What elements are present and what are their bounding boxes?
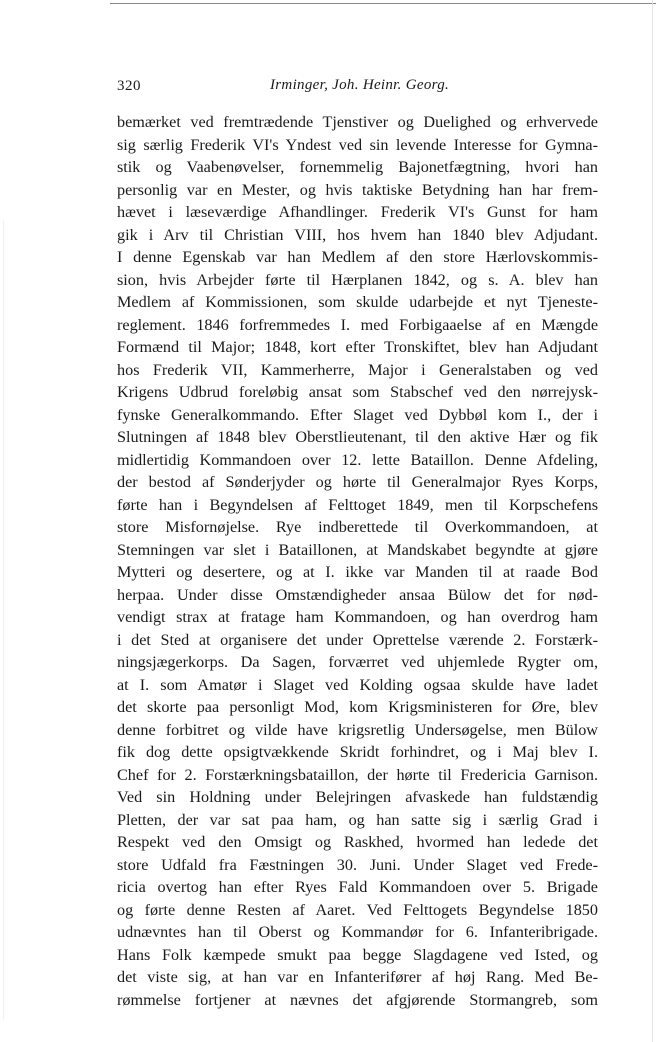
- text-line: fynske Generalkommando. Efter Slaget ved Dybbøl kom I., der i: [117, 405, 598, 424]
- text-line: Slutningen af 1848 blev Oberstlieutenant, til den aktive Hær og fik: [117, 428, 598, 446]
- text-line: store Misfornøjelse. Rye indberettede til Overkommandoen, at: [117, 518, 598, 536]
- text-line: gik i Arv til Christian VIII, hos hvem han 1840 blev Adjudant.: [117, 225, 598, 244]
- text-line: det skorte paa personligt Mod, kom Krigsministeren for Øre, blev: [117, 698, 598, 716]
- text-line: herpaa. Under disse Omstændigheder ansaa Bülow det for nød-: [117, 585, 598, 604]
- text-line: Krigens Udbrud foreløbig ansat som Stabschef ved den nørrejysk-: [117, 383, 598, 401]
- text-line: udnævntes han til Oberst og Kommandør for 6. Infanteribrigade.: [117, 923, 598, 941]
- running-head: Irminger, Joh. Heinr. Georg.: [270, 77, 450, 93]
- text-line: store Udfald fra Fæstningen 30. Juni. Under Slaget ved Frede-: [117, 855, 598, 874]
- text-line: ningsjægerkorps. Da Sagen, forværret ved uhjemlede Rygter om,: [117, 653, 598, 671]
- page-right-edge: [652, 0, 653, 1042]
- text-line: stik og Vaabenøvelser, fornemmelig Bajonetfægtning, hvori han: [117, 158, 598, 176]
- text-line: at I. som Amatør i Slaget ved Kolding ogsaa skulde have ladet: [117, 675, 598, 694]
- text-line: hos Frederik VII, Kammerherre, Major i Generalstaben og ved: [117, 360, 598, 379]
- text-line: der bestod af Sønderjyder og hørte til Generalmajor Ryes Korps,: [117, 473, 598, 491]
- text-line: Mytteri og desertere, og at I. ikke var Manden til at raade Bod: [117, 563, 598, 581]
- text-line: sig særlig Frederik VI's Yndest ved sin levende Interesse for Gymna-: [117, 135, 598, 154]
- text-line: rømmelse fortjener at nævnes det afgjørende Stormangreb, som: [117, 990, 598, 1009]
- text-line: Medlem af Kommissionen, som skulde udarbejde et nyt Tjeneste-: [117, 293, 598, 311]
- text-line: personlig var en Mester, og hvis taktiske Betydning han har frem-: [117, 180, 598, 199]
- text-line: reglement. 1846 forfremmedes I. med Forbigaaelse af en Mængde: [117, 315, 598, 334]
- text-line: i det Sted at organisere det under Oprettelse værende 2. Forstærk-: [117, 630, 598, 649]
- text-line: vendigt strax at fratage ham Kommandoen, og han overdrog ham: [117, 608, 598, 626]
- page-number: 320: [117, 78, 141, 94]
- text-line: Pletten, der var sat paa ham, og han satte sig i særlig Grad i: [117, 810, 598, 829]
- text-line: og førte denne Resten af Aaret. Ved Felttogets Begyndelse 1850: [117, 900, 598, 919]
- text-line: Respekt ved den Omsigt og Raskhed, hvormed han ledede det: [117, 833, 598, 851]
- text-line: Chef for 2. Forstærkningsbataillon, der hørte til Fredericia Garnison.: [117, 765, 598, 784]
- text-line: I denne Egenskab var han Medlem af den store Hærlovskommis-: [117, 248, 598, 266]
- page-left-edge: [3, 220, 4, 1020]
- text-line: førte han i Begyndelsen af Felttoget 1849, men til Korpschefens: [117, 495, 598, 514]
- text-line: sion, hvis Arbejder førte til Hærplanen 1842, og s. A. blev han: [117, 270, 598, 289]
- text-line: ricia overtog han efter Ryes Fald Kommandoen over 5. Brigade: [117, 878, 598, 896]
- body-text: [117, 111, 598, 1011]
- text-line: denne forbitret og vilde have krigsretlig Undersøgelse, men Bülow: [117, 720, 598, 739]
- text-line: Stemningen var slet i Bataillonen, at Mandskabet begyndte at gjøre: [117, 540, 598, 559]
- text-line: midlertidig Kommandoen over 12. lette Bataillon. Denne Afdeling,: [117, 450, 598, 469]
- top-border-line: [110, 3, 656, 4]
- text-line: bemærket ved fremtrædende Tjenstiver og Duelighed og erhvervede: [117, 113, 598, 131]
- text-line: Formænd til Major; 1848, kort efter Tronskiftet, blev han Adjudant: [117, 338, 598, 356]
- text-line: det viste sig, at han var en Infanterifører af høj Rang. Med Be-: [117, 968, 598, 986]
- text-line: hævet i læseværdige Afhandlinger. Frederik VI's Gunst for ham: [117, 203, 598, 221]
- text-line: Hans Folk kæmpede smukt paa begge Slagdagene ved Isted, og: [117, 945, 598, 964]
- text-line: fik dog dette opsigtvækkende Skridt forhindret, og i Maj blev I.: [117, 743, 598, 761]
- text-line: Ved sin Holdning under Belejringen afvaskede han fuldstændig: [117, 788, 598, 806]
